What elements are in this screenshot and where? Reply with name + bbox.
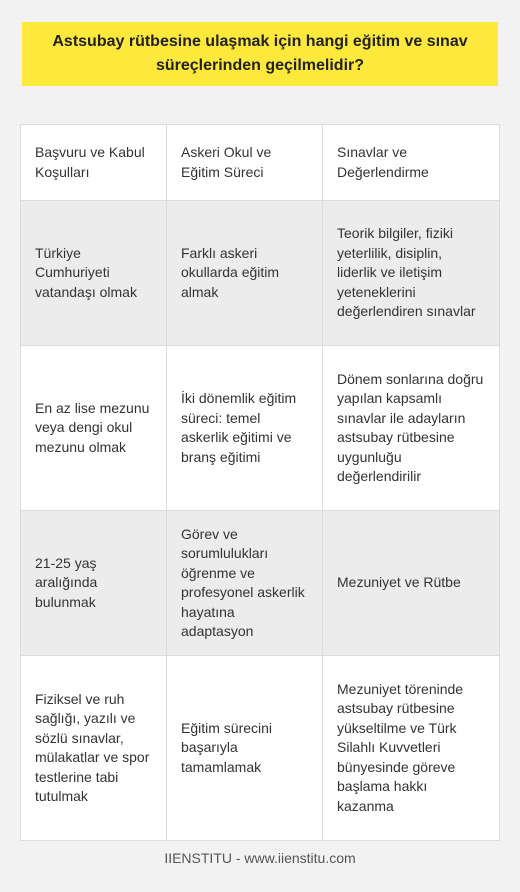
table-cell: Eğitim sürecini başarıyla tamamlamak — [167, 656, 323, 840]
table-cell: Mezuniyet töreninde astsubay rütbesine yükseltilme ve Türk Silahlı Kuvvetleri bünyesinde göreve başlama hakkı kazanma — [337, 680, 464, 814]
table-row — [21, 656, 499, 840]
table-cell: Türkiye Cumhuriyeti vatandaşı olmak — [21, 201, 167, 345]
table-row — [21, 201, 499, 346]
table-row — [21, 511, 499, 656]
table-cell: Dönem sonlarına doğru yapılan kapsamlı sınavlar ile adayların astsubay rütbesine uygunluğu değerlendirilir — [337, 370, 484, 484]
table-row — [21, 346, 499, 511]
table-cell: 21-25 yaş aralığında bulunmak — [21, 511, 167, 655]
table-cell: Görev ve sorumlulukları öğrenme ve profesyonel askerlik hayatına adaptasyon — [167, 511, 323, 655]
title-banner — [22, 22, 498, 86]
header-cell-training: Askeri Okul ve Eğitim Süreci — [167, 125, 323, 200]
table-cell: En az lise mezunu veya dengi okul mezunu olmak — [21, 346, 167, 510]
header-cell-exams: Sınavlar ve Değerlendirme — [337, 144, 429, 180]
table-cell: İki dönemlik eğitim süreci: temel askerlik eğitimi ve branş eğitimi — [167, 346, 323, 510]
header-cell-application: Başvuru ve Kabul Koşulları — [21, 125, 167, 200]
table-cell: Fiziksel ve ruh sağlığı, yazılı ve sözlü sınavlar, mülakatlar ve spor testlerine tabi tutulmak — [21, 656, 167, 840]
page-title: Astsubay rütbesine ulaşmak için hangi eğitim ve sınav süreçlerinden geçilmelidir? — [52, 33, 468, 74]
table-cell: Farklı askeri okullarda eğitim almak — [167, 201, 323, 345]
info-table — [20, 124, 500, 841]
table-cell: Mezuniyet ve Rütbe — [337, 574, 461, 591]
footer-credit: IIENSTITU - www.iienstitu.com — [164, 850, 356, 866]
table-header-row — [21, 125, 499, 201]
table-cell: Teorik bilgiler, fiziki yeterlilik, disiplin, liderlik ve iletişim yeteneklerini değerlendiren sınavlar — [337, 225, 476, 320]
